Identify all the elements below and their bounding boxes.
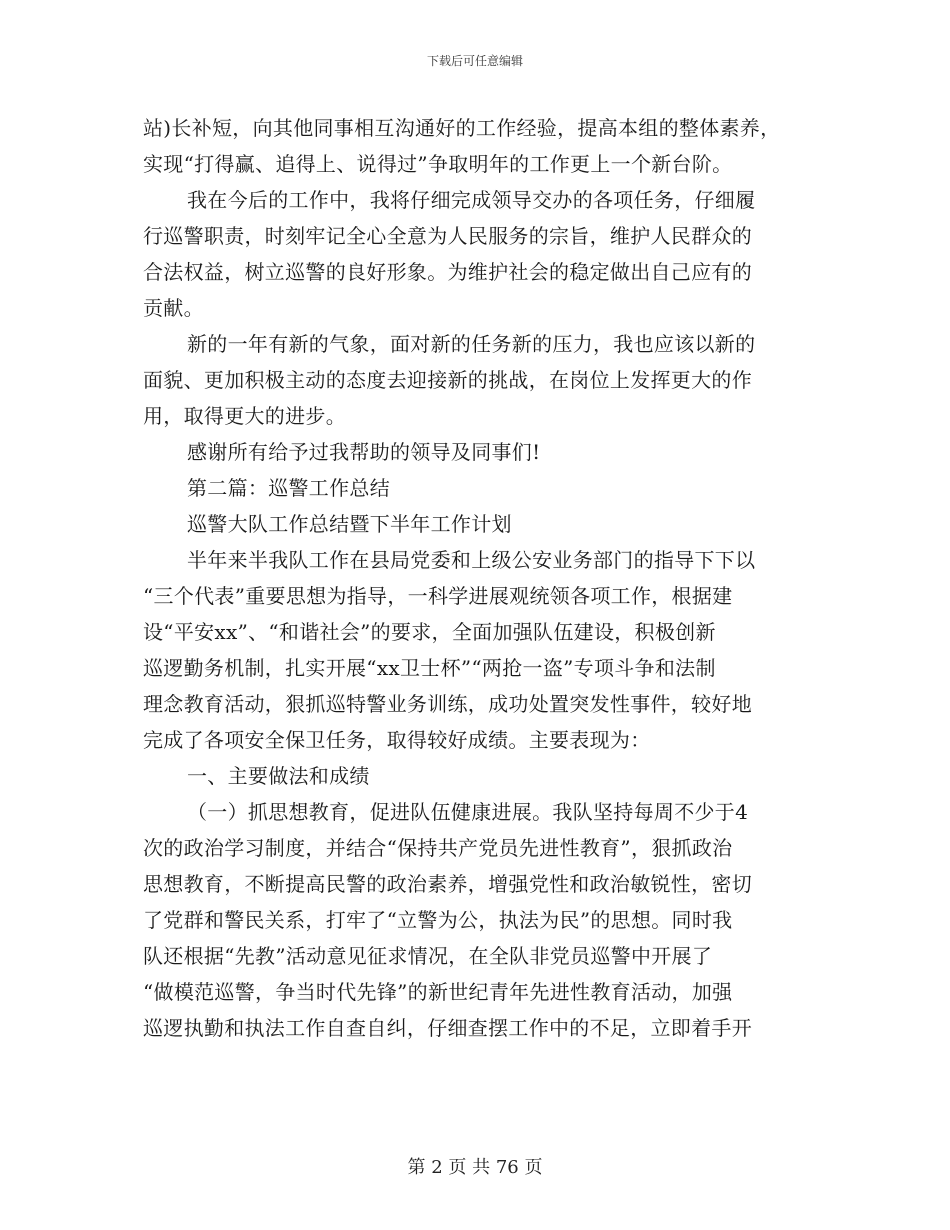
- page-header: 下载后可任意编辑: [426, 54, 523, 68]
- text-line: 贡献。: [143, 296, 204, 320]
- text-line: 合法权益，树立巡警的良好形象。为维护社会的稳定做出自己应有的: [143, 260, 752, 284]
- document-title: 巡警大队工作总结暨下半年工作计划: [187, 512, 512, 536]
- text-line: 站)长补短，向其他同事相互沟通好的工作经验，提高本组的整体素养，: [143, 116, 781, 140]
- text-line: 行巡警职责，时刻牢记全心全意为人民服务的宗旨，维护人民群众的: [143, 224, 752, 248]
- text-line: “做模范巡警，争当时代先锋”的新世纪青年先进性教育活动，加强: [143, 980, 733, 1004]
- text-line: 队还根据“先教”活动意见征求情况，在全队非党员巡警中开展了: [143, 944, 713, 968]
- text-line: 完成了各项安全保卫任务，取得较好成绩。主要表现为：: [143, 728, 651, 752]
- text-line: 用，取得更大的进步。: [143, 404, 346, 428]
- text-line: 感谢所有给予过我帮助的领导及同事们!: [187, 440, 541, 464]
- text-line: 面貌、更加积极主动的态度去迎接新的挑战，在岗位上发挥更大的作: [143, 368, 752, 392]
- text-line: 设“平安xx”、“和谐社会”的要求，全面加强队伍建设，积极创新: [143, 620, 716, 644]
- text-line: 半年来半我队工作在县局党委和上级公安业务部门的指导下下以: [187, 548, 756, 572]
- text-line: “三个代表”重要思想为指导，一科学进展观统领各项工作，根据建: [143, 584, 733, 608]
- page-footer: 第 2 页 共 76 页: [407, 1157, 543, 1178]
- text-line: 巡逻勤务机制，扎实开展“xx卫士杯”“两抢一盗”专项斗争和法制: [143, 656, 716, 680]
- text-line: 巡逻执勤和执法工作自查自纠，仔细查摆工作中的不足，立即着手开: [143, 1016, 752, 1040]
- text-line: 我在今后的工作中，我将仔细完成领导交办的各项任务，仔细履: [187, 188, 756, 212]
- text-line: 了党群和警民关系，打牢了“立警为公，执法为民”的思想。同时我: [143, 908, 733, 932]
- text-line: 思想教育，不断提高民警的政治素养，增强党性和政治敏锐性，密切: [143, 872, 752, 896]
- text-line: 实现“打得赢、追得上、说得过”争取明年的工作更上一个新台阶。: [143, 152, 733, 176]
- text-line: 次的政治学习制度，并结合“保持共产党员先进性教育”，狠抓政治: [143, 836, 733, 860]
- document-body: [143, 110, 815, 1046]
- text-line: 新的一年有新的气象，面对新的任务新的压力，我也应该以新的: [187, 332, 756, 356]
- subsection-heading: 一、主要做法和成绩: [187, 764, 370, 788]
- text-line: 理念教育活动，狠抓巡特警业务训练，成功处置突发性事件，较好地: [143, 692, 752, 716]
- section-heading: 第二篇：巡警工作总结: [187, 476, 390, 500]
- text-line: （一）抓思想教育，促进队伍健康进展。我队坚持每周不少于4: [187, 800, 749, 824]
